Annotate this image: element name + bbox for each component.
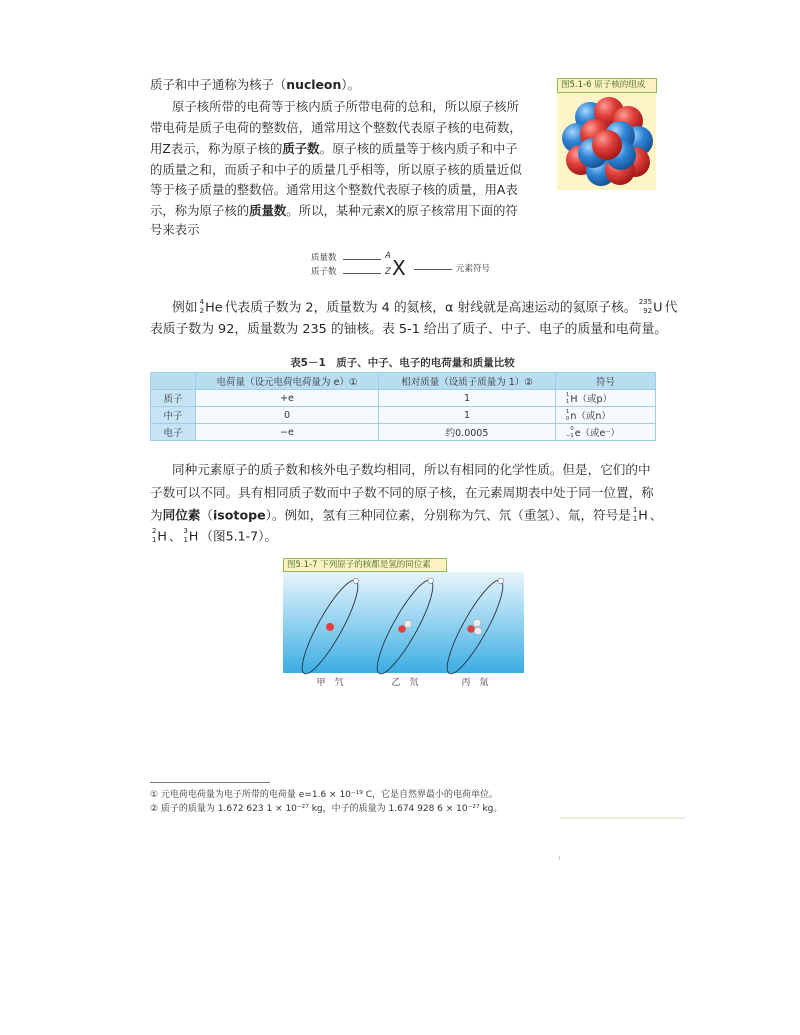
nuclide-numbers: [152, 527, 156, 545]
text: 示，称为原子核的: [150, 203, 250, 218]
cell-symbol: [556, 407, 656, 424]
table-row: [151, 390, 656, 407]
para1-line3: 带电荷是质子电荷的整数倍，通常用这个整数代表原子核的电荷数，: [150, 120, 522, 135]
row-label: 中子: [151, 407, 196, 424]
cell-symbol: [556, 390, 656, 407]
element-symbol: He: [205, 300, 223, 316]
table-row: [151, 407, 656, 424]
para3-line4: [150, 527, 277, 545]
term-proton-number: 质子数: [282, 141, 320, 156]
term-isotope-cn: 同位素: [162, 507, 201, 523]
mass-number: 3: [183, 527, 188, 535]
table-row: [151, 424, 656, 441]
particle-symbol: e（或e⁻）: [574, 427, 620, 439]
nuclide-numbers: [566, 392, 569, 406]
para1-line1: [150, 77, 360, 93]
row-label: 电子: [151, 424, 196, 441]
leader-line: [343, 259, 381, 260]
table-header-mass: 相对质量（设质子质量为 1）②: [379, 373, 556, 390]
para3-line3: [150, 506, 662, 524]
figure-caption-5-1-6: 图5.1-6 原子核的组成: [557, 78, 657, 93]
electron: [353, 578, 358, 583]
mass-number: 4: [199, 297, 205, 306]
isotope-label-1: 甲 氕: [316, 678, 344, 688]
row-label: 质子: [151, 390, 196, 407]
nuclide-neutron: [566, 408, 611, 423]
mass-number: 1: [566, 391, 570, 398]
text: 、: [168, 528, 182, 544]
atomic-number: 0: [566, 415, 570, 422]
electron: [498, 578, 503, 583]
para1-line8: 号来表示: [150, 222, 200, 237]
scan-artifact: [559, 856, 560, 860]
para1-line6: 等于核子质量的整数倍。通常用这个整数代表原子核的质量，用A表: [150, 182, 518, 197]
cell-mass: 1: [379, 390, 556, 407]
nuclide-numbers: [566, 409, 569, 423]
text: ）。: [341, 77, 360, 92]
text: （图5.1-7）。: [200, 528, 278, 544]
footnote-divider: [150, 782, 270, 783]
hydrogen-isotopes-image: [283, 572, 524, 690]
text: 代: [664, 300, 678, 316]
atomic-number: 1: [152, 536, 157, 545]
para2-line1: [172, 297, 677, 317]
text: 质子和中子通称为核子（: [150, 77, 287, 92]
nuclide-numbers: [566, 426, 574, 440]
cell-charge: −e: [196, 424, 379, 441]
nuclide-proton: [566, 391, 612, 406]
table-header-row: [151, 373, 656, 390]
leader-line: [343, 273, 381, 274]
mass-number-symbol: A: [385, 251, 391, 261]
atomic-number: 1: [183, 536, 188, 545]
text: 为: [150, 507, 163, 523]
text: 用Z表示，称为原子核的: [150, 141, 283, 156]
nuclide-helium-4: [200, 297, 223, 317]
para3-line2: 子数可以不同。具有相同质子数而中子数不同的原子核，在元素周期表中处于同一位置，称: [150, 485, 654, 500]
nucleus-composition-image: [557, 93, 656, 190]
nuclide-hydrogen-3: [183, 527, 198, 545]
scan-artifact: [560, 817, 685, 819]
nuclide-numbers: [633, 506, 637, 524]
table-header-charge: 电荷量（设元电荷电荷量为 e）①: [196, 373, 379, 390]
para1-line5: 的质量之和，而质子和中子的质量几乎相等，所以原子核的质量近似: [150, 162, 522, 177]
particle-symbol: n（或n）: [570, 410, 611, 422]
atomic-number: 1: [632, 515, 638, 524]
para3-line1: 同种元素原子的质子数和核外电子数均相同，所以有相同的化学性质。但是，它们的中: [172, 462, 651, 477]
proton: [467, 625, 475, 633]
electron: [428, 578, 433, 583]
nuclide-numbers: [183, 527, 187, 545]
proton-number-symbol: Z: [385, 267, 391, 277]
text: 。所以，某种元素X的原子核常用下面的符: [286, 203, 518, 218]
text: 代表质子数为 2，质量数为 4 的氦核，α 射线就是高速运动的氦原子核。: [224, 300, 637, 316]
element-symbol: U: [653, 300, 663, 316]
mass-number: 1: [566, 408, 570, 415]
table-title: 表5－1 质子、中子、电子的电荷量和质量比较: [290, 357, 515, 369]
atomic-number: 92: [643, 306, 653, 316]
table-header-symbol: 符号: [556, 373, 656, 390]
nuclide-numbers: [639, 297, 652, 315]
text: 、: [649, 507, 663, 523]
text: （: [200, 507, 213, 523]
cell-mass: 1: [379, 407, 556, 424]
atomic-number: 1: [566, 398, 570, 405]
particle-comparison-table: [150, 372, 656, 441]
mass-number: 235: [638, 297, 653, 306]
proton: [326, 623, 334, 631]
mass-number: 2: [152, 527, 157, 535]
para2-line2: 表质子数为 92，质量数为 235 的铀核。表 5-1 给出了质子、中子、电子的质量和电荷量。: [150, 322, 668, 337]
neutron: [404, 620, 412, 628]
atomic-number: −1: [566, 432, 574, 439]
element-symbol: H: [638, 507, 648, 523]
nuclide-hydrogen-1: [633, 506, 648, 524]
cell-mass: 约0.0005: [379, 424, 556, 441]
footnote-1: ① 元电荷电荷量为电子所带的电荷量 e=1.6 × 10⁻¹⁹ C，它是自然界最小的电荷单位。: [150, 790, 499, 800]
proton-number-label: 质子数: [311, 267, 337, 277]
neutron: [473, 619, 481, 627]
term-nucleon: nucleon: [286, 77, 342, 92]
proton: [398, 625, 406, 633]
para1-line2: 原子核所带的电荷等于核内质子所带电荷的总和，所以原子核所: [172, 99, 519, 114]
text: 例如: [172, 300, 198, 316]
text: ）。例如，氢有三种同位素，分别称为氕、氘（重氢）、氚，符号是: [265, 507, 631, 523]
isotope-label-2: 乙 氘: [391, 678, 419, 688]
cell-symbol: [556, 424, 656, 441]
atomic-number: 2: [199, 306, 205, 316]
term-isotope: isotope: [212, 507, 266, 523]
cell-charge: +e: [196, 390, 379, 407]
mass-number: 1: [632, 506, 638, 514]
mass-number-label: 质量数: [311, 253, 337, 263]
element-symbol-x: X: [392, 256, 406, 280]
cell-charge: 0: [196, 407, 379, 424]
isotope-label-3: 丙 氚: [461, 678, 489, 688]
particle-symbol: H（或p）: [570, 393, 613, 405]
nuclide-uranium-235: [639, 297, 663, 317]
element-symbol: H: [188, 528, 199, 544]
figure-caption-5-1-7: 图5.1-7 下列原子的核都是氢的同位素: [283, 558, 447, 572]
neutron: [474, 627, 482, 635]
mass-number: 0: [570, 425, 574, 432]
para1-line7: [150, 203, 518, 219]
nuclide-hydrogen-2: [152, 527, 167, 545]
leader-line: [414, 269, 452, 270]
term-mass-number: 质量数: [249, 203, 287, 218]
nuclide-numbers: [200, 297, 204, 315]
element-symbol: H: [157, 528, 167, 544]
table-header-corner: [151, 373, 196, 390]
text: 。原子核的质量等于核内质子和中子: [319, 141, 518, 156]
nuclide-electron: [566, 425, 620, 440]
element-symbol-label: 元素符号: [456, 264, 491, 274]
footnote-2: ② 质子的质量为 1.672 623 1 × 10⁻²⁷ kg，中子的质量为 1.674 928 6 × 10⁻²⁷ kg。: [150, 804, 503, 814]
para1-line4: [150, 141, 518, 157]
